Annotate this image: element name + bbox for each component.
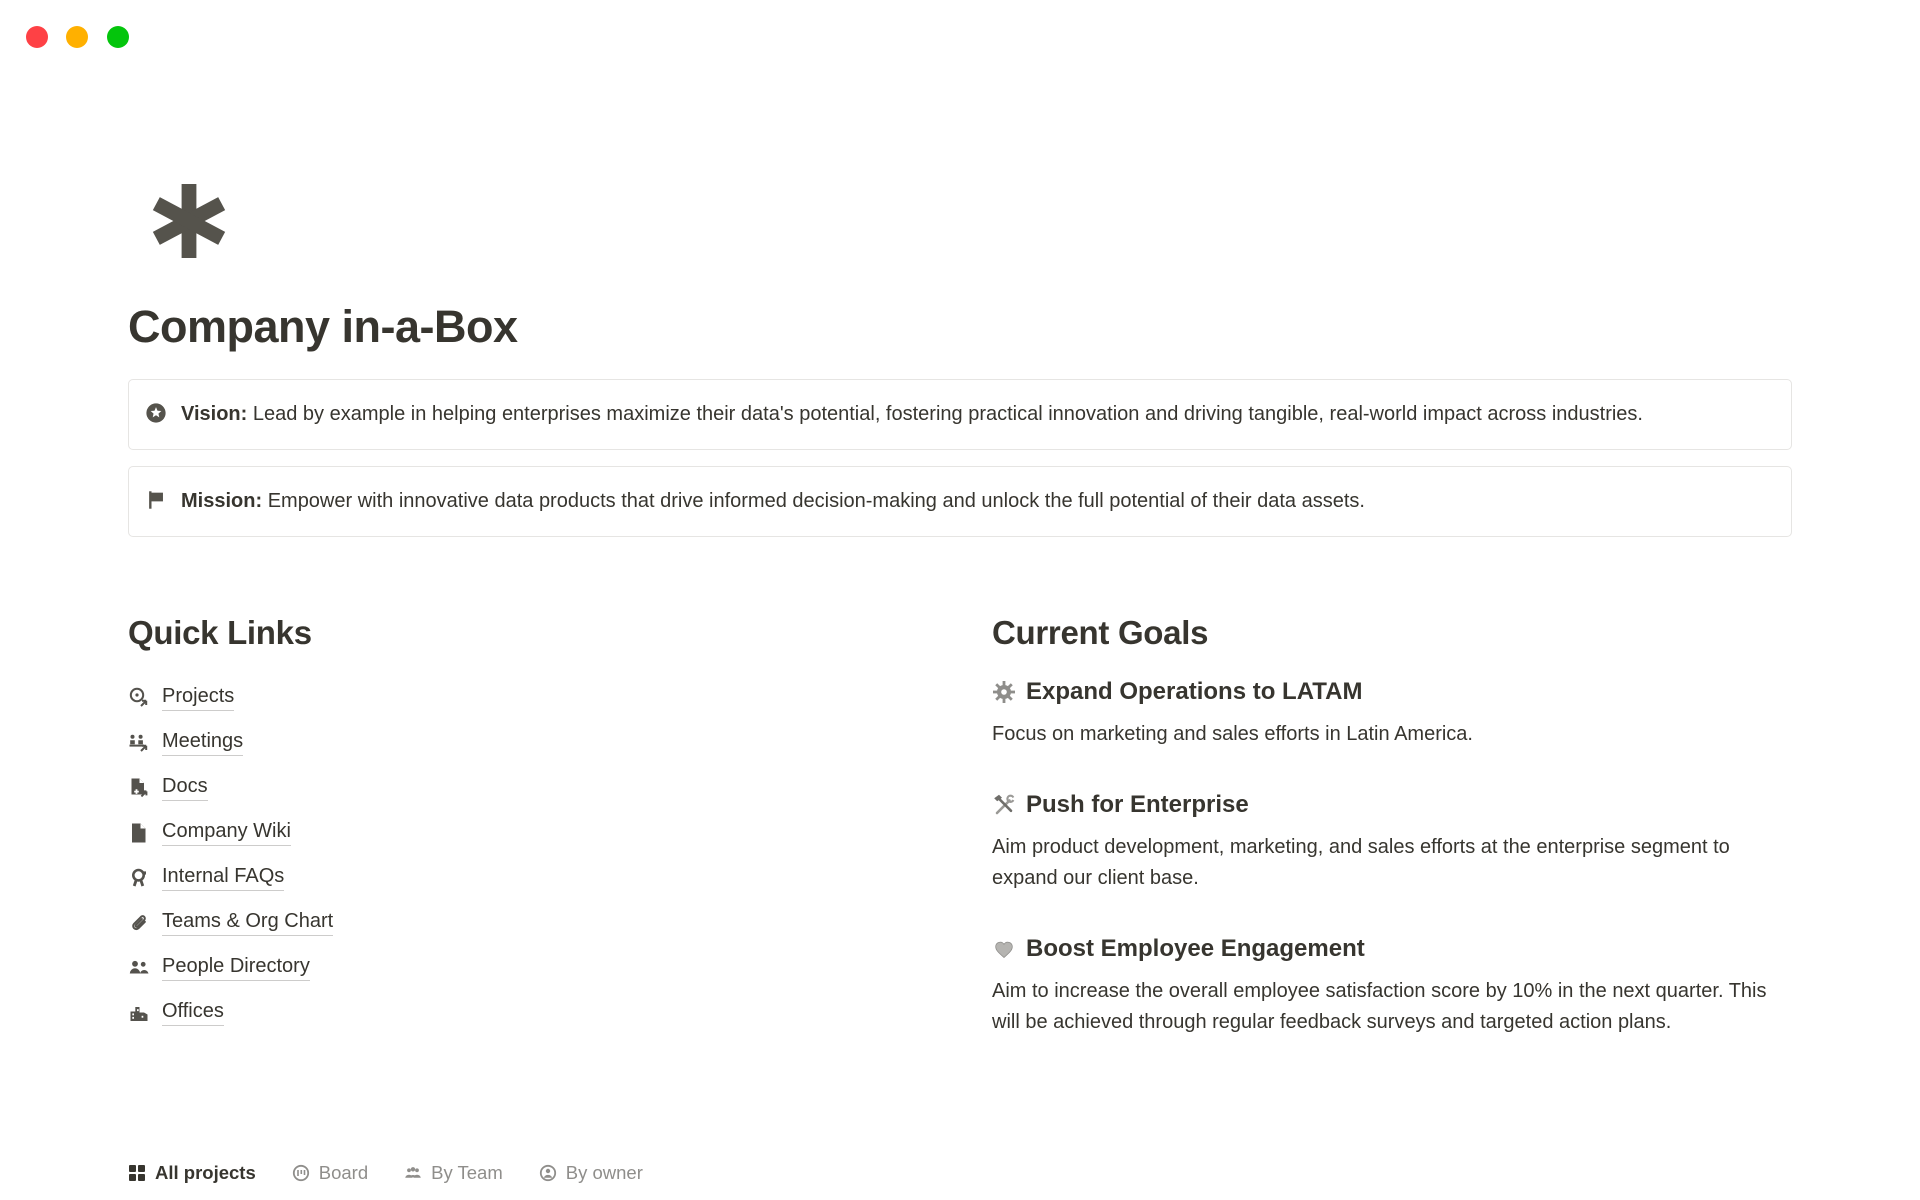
traffic-light-minimize-button[interactable] xyxy=(66,26,88,48)
owner-view-icon xyxy=(539,1164,557,1182)
quick-links-column xyxy=(128,613,960,1038)
goal-title: Boost Employee Engagement xyxy=(1026,935,1365,962)
tab-by-team[interactable] xyxy=(404,1162,503,1184)
gear-icon xyxy=(992,680,1016,704)
white-heart-icon xyxy=(992,937,1016,961)
buildings-icon xyxy=(128,1002,150,1024)
quick-link-projects[interactable] xyxy=(128,675,234,720)
vision-label: Vision: xyxy=(181,403,248,425)
quick-link-label: Meetings xyxy=(162,729,243,756)
quick-link-offices[interactable] xyxy=(128,990,224,1035)
quick-link-internal-faqs[interactable] xyxy=(128,855,284,900)
vision-callout xyxy=(128,379,1792,450)
tab-all-projects[interactable] xyxy=(128,1162,256,1184)
hammer-wrench-icon xyxy=(992,793,1016,817)
quick-link-docs[interactable] xyxy=(128,765,208,810)
quick-link-label: People Directory xyxy=(162,954,310,981)
paperclip-icon xyxy=(128,912,150,934)
vision-text: Vision: Lead by example in helping enterprises maximize their data's potential, fostering practical innovation and driving tangible, real-world impact across industries. xyxy=(181,403,1643,425)
head-keyhole-icon xyxy=(128,867,150,889)
document-plus-arrow-icon xyxy=(128,777,150,799)
document-icon xyxy=(128,822,150,844)
goal-expand-latam xyxy=(992,677,1792,750)
page-title[interactable]: Company in-a-Box xyxy=(128,301,518,352)
goal-title: Push for Enterprise xyxy=(1026,791,1249,818)
quick-link-label: Internal FAQs xyxy=(162,864,284,891)
goal-boost-engagement xyxy=(992,934,1792,1038)
meeting-people-arrow-icon xyxy=(128,732,150,754)
asterisk-page-icon[interactable] xyxy=(152,183,226,259)
quick-link-label: Company Wiki xyxy=(162,819,291,846)
goal-title: Expand Operations to LATAM xyxy=(1026,678,1363,705)
quick-link-meetings[interactable] xyxy=(128,720,243,765)
quick-link-label: Teams & Org Chart xyxy=(162,909,333,936)
current-goals-heading: Current Goals xyxy=(992,614,1209,651)
tab-label: Board xyxy=(318,1162,369,1183)
tab-board[interactable] xyxy=(292,1162,368,1184)
traffic-light-close-button[interactable] xyxy=(26,26,48,48)
flag-icon xyxy=(145,489,167,511)
goal-description: Focus on marketing and sales efforts in Latin America. xyxy=(992,723,1473,745)
quick-link-company-wiki[interactable] xyxy=(128,810,291,855)
goal-description: Aim to increase the overall employee satisfaction score by 10% in the next quarter. This will be achieved through regular feedback surveys and targeted action plans. xyxy=(992,980,1767,1033)
target-arrow-icon xyxy=(128,687,150,709)
quick-link-people-directory[interactable] xyxy=(128,945,310,990)
team-view-icon xyxy=(404,1164,422,1182)
mission-text: Mission: Empower with innovative data products that drive informed decision-making and unlock the full potential of their data assets. xyxy=(181,490,1365,512)
database-view-tabs xyxy=(128,1162,643,1184)
current-goals-column xyxy=(992,613,1792,1038)
grid-view-icon xyxy=(128,1164,146,1182)
quick-link-label: Docs xyxy=(162,774,208,801)
quick-links-heading: Quick Links xyxy=(128,614,312,651)
page-content xyxy=(128,0,1792,1038)
tab-label: All projects xyxy=(155,1162,256,1183)
people-icon xyxy=(128,957,150,979)
board-view-icon xyxy=(292,1164,310,1182)
traffic-light-zoom-button[interactable] xyxy=(107,26,129,48)
quick-link-label: Projects xyxy=(162,684,234,711)
quick-link-label: Offices xyxy=(162,999,224,1026)
star-circle-icon xyxy=(145,402,167,424)
tab-label: By Team xyxy=(431,1162,503,1183)
goal-push-enterprise xyxy=(992,790,1792,894)
tab-label: By owner xyxy=(565,1162,643,1183)
tab-by-owner[interactable] xyxy=(539,1162,643,1184)
quick-link-teams-org-chart[interactable] xyxy=(128,900,333,945)
goal-description: Aim product development, marketing, and sales efforts at the enterprise segment to expand our client base. xyxy=(992,836,1730,889)
mission-callout xyxy=(128,466,1792,537)
two-column-section xyxy=(128,613,1792,1038)
mission-label: Mission: xyxy=(181,490,263,512)
